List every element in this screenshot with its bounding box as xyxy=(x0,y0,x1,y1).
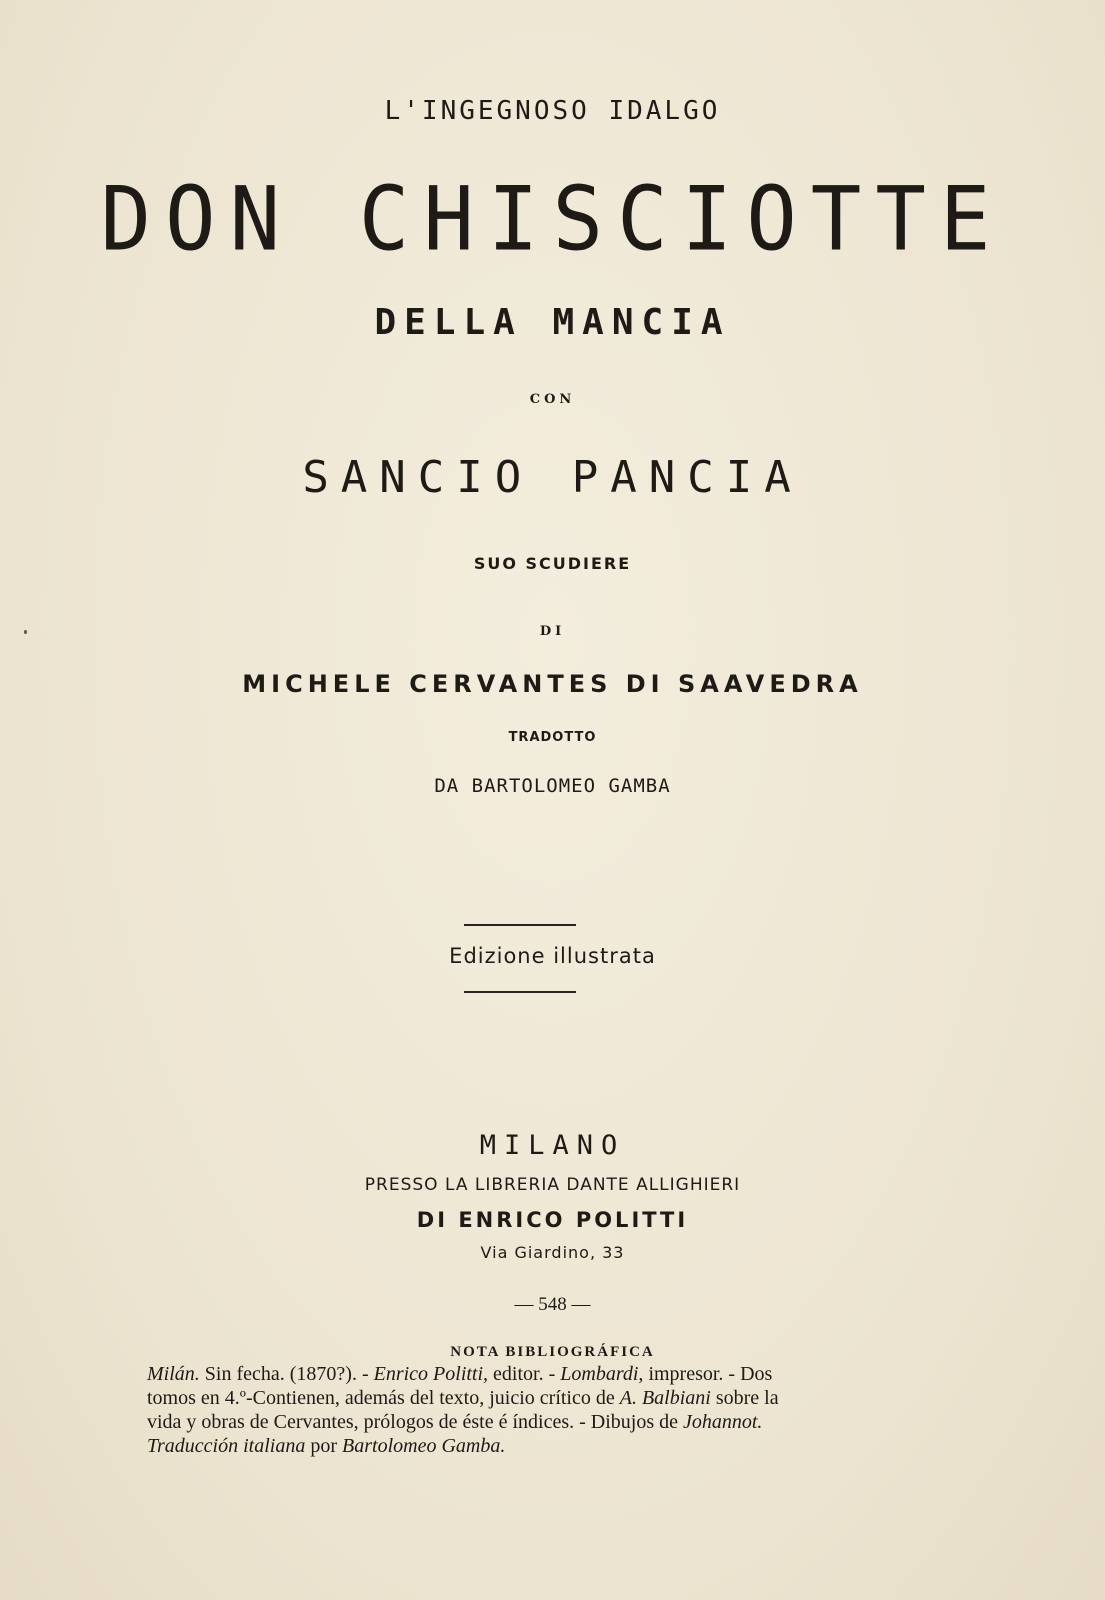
nota-text-span: sobre la xyxy=(710,1387,779,1409)
nota-editor: Enrico Politti, xyxy=(373,1363,489,1385)
page-number: — 548 — xyxy=(514,1294,591,1315)
nota-heading: NOTA BIBLIOGRÁFICA xyxy=(450,1344,655,1360)
imprint-address: Via Giardino, 33 xyxy=(480,1243,625,1262)
nota-text-span: por xyxy=(305,1435,343,1457)
nota-place: Milán. xyxy=(147,1363,200,1385)
preposition-di: DI xyxy=(539,624,566,639)
nota-text-span: editor. - xyxy=(488,1363,561,1385)
nota-line-1 xyxy=(147,1362,907,1386)
imprint-city: MILANO xyxy=(479,1130,626,1161)
rule-top xyxy=(464,924,576,926)
conjunction-con: CON xyxy=(529,392,576,407)
nota-text-span: tomos en 4.º-Contienen, además del texto, juicio crítico de xyxy=(147,1387,620,1409)
nota-line-2 xyxy=(147,1386,907,1410)
nota-translator: Bartolomeo Gamba. xyxy=(342,1435,506,1457)
nota-text-span: impresor. - Dos xyxy=(643,1363,773,1385)
nota-text-span: Sin fecha. (1870?). - xyxy=(199,1363,374,1385)
imprint-printer: DI ENRICO POLITTI xyxy=(416,1208,689,1232)
nota-translation: Traducción italiana xyxy=(147,1435,306,1457)
book-title: DON CHISCIOTTE xyxy=(100,167,1005,271)
companion-name: SANCIO PANCIA xyxy=(302,452,803,503)
companion-role: SUO SCUDIERE xyxy=(473,554,632,573)
author-name: MICHELE CERVANTES DI SAAVEDRA xyxy=(242,670,863,698)
nota-line-4 xyxy=(147,1434,907,1458)
nota-text-span: vida y obras de Cervantes, prólogos de éste é índices. - Dibujos de xyxy=(147,1411,683,1433)
nota-critic: A. Balbiani xyxy=(619,1387,711,1409)
translated-label: TRADOTTO xyxy=(508,730,597,745)
edition-label: Edizione illustrata xyxy=(449,944,656,968)
rule-bottom xyxy=(464,991,576,993)
translator-name: DA BARTOLOMEO GAMBA xyxy=(434,775,671,797)
imprint-publisher: PRESSO LA LIBRERIA DANTE ALLIGHIERI xyxy=(364,1175,741,1195)
book-subtitle: L'INGEGNOSO IDALGO xyxy=(384,96,721,126)
nota-illustrator: Johannot. xyxy=(682,1411,763,1433)
nota-line-3 xyxy=(147,1410,907,1434)
book-title-line2: DELLA MANCIA xyxy=(374,302,731,343)
nota-text xyxy=(147,1362,907,1458)
nota-printer: Lombardi, xyxy=(560,1363,644,1385)
